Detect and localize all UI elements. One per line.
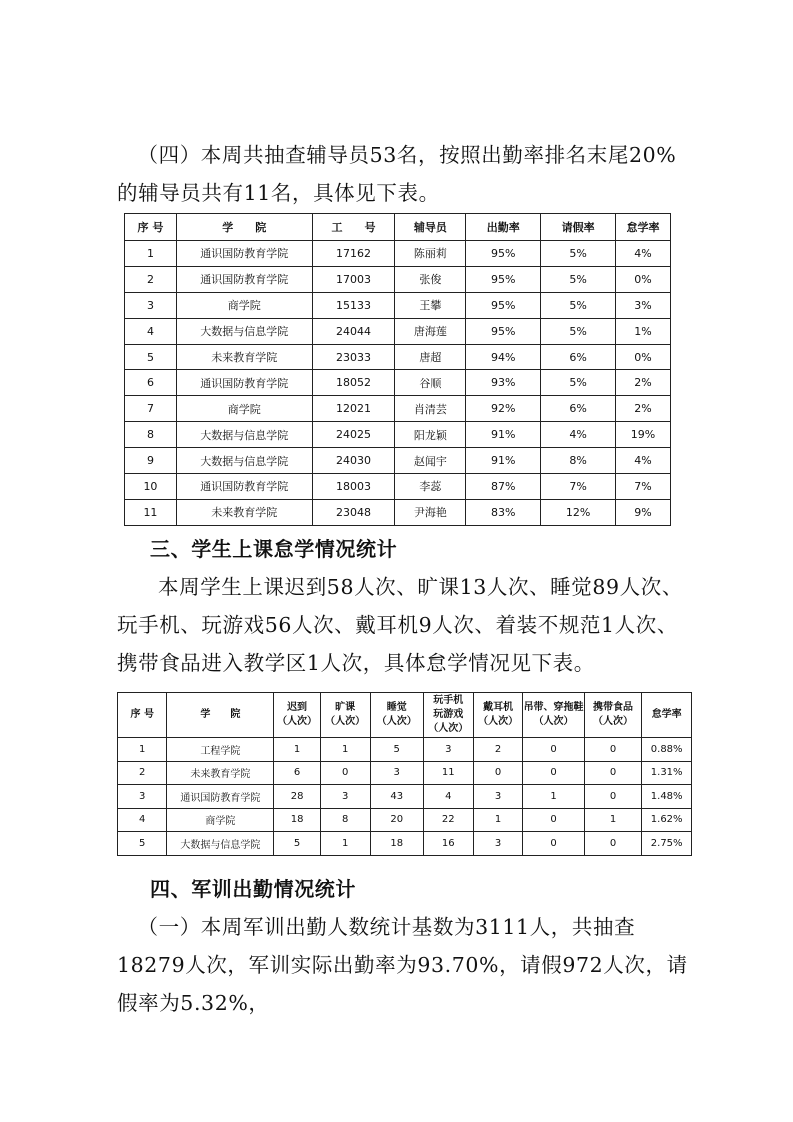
header-cell: 戴耳机 （人次） [473,693,523,738]
table-cell: 未来教育学院 [176,499,312,525]
table-cell: 2% [616,396,671,422]
table-cell: 唐海莲 [395,318,466,344]
table-cell: 2% [616,370,671,396]
table-cell: 5% [541,241,616,267]
table-row [118,785,692,809]
table-row [125,241,671,267]
table-row [125,344,671,370]
table-cell: 16 [423,832,473,856]
table-cell: 通识国防教育学院 [176,266,312,292]
table-cell: 95% [466,318,541,344]
table-cell: 大数据与信息学院 [176,318,312,344]
table-cell: 谷顺 [395,370,466,396]
table-cell: 18052 [312,370,395,396]
table-cell: 87% [466,474,541,500]
table-cell: 尹海艳 [395,499,466,525]
table-cell: 未来教育学院 [176,344,312,370]
table-cell: 通识国防教育学院 [176,370,312,396]
table-cell: 5% [541,292,616,318]
table-cell: 24044 [312,318,395,344]
table-row [125,396,671,422]
table-cell: 5 [370,738,423,762]
table-cell: 3% [616,292,671,318]
header-cell: 请假率 [541,214,616,241]
table-cell: 8 [125,422,177,448]
table-cell: 7 [125,396,177,422]
table-cell: 大数据与信息学院 [176,448,312,474]
table-cell: 9 [125,448,177,474]
table-cell: 7% [616,474,671,500]
table-cell: 通识国防教育学院 [167,785,274,809]
table-cell: 28 [274,785,320,809]
table-cell: 17003 [312,266,395,292]
table-cell: 11 [423,761,473,785]
table-cell: 0 [584,738,642,762]
table-cell: 李蕊 [395,474,466,500]
table-cell: 张俊 [395,266,466,292]
table-cell: 91% [466,422,541,448]
table-cell: 5% [541,266,616,292]
table-cell: 5% [541,318,616,344]
table-cell: 0 [320,761,370,785]
table-cell: 0 [523,738,584,762]
table-cell: 2.75% [642,832,692,856]
table-cell: 0% [616,266,671,292]
table-cell: 2 [125,266,177,292]
table-cell: 3 [370,761,423,785]
header-cell: 怠学率 [616,214,671,241]
table-cell: 2 [473,738,523,762]
table-cell: 0 [473,761,523,785]
section-heading-student-truancy: 三、学生上课怠学情况统计 [150,537,398,561]
table-row [118,738,692,762]
header-cell: 吊带、穿拖鞋 （人次） [523,693,584,738]
table-cell: 6% [541,344,616,370]
header-cell: 睡觉 （人次） [370,693,423,738]
student-truancy-table [117,692,692,856]
header-cell: 学 院 [167,693,274,738]
header-cell: 旷课 （人次） [320,693,370,738]
table-cell: 94% [466,344,541,370]
table-cell: 95% [466,241,541,267]
table-row [125,448,671,474]
table-row [125,318,671,344]
table-cell: 1 [320,738,370,762]
table-cell: 19% [616,422,671,448]
table-cell: 1 [125,241,177,267]
table-cell: 0 [523,761,584,785]
table-cell: 95% [466,292,541,318]
table-cell: 24025 [312,422,395,448]
table-cell: 肖清芸 [395,396,466,422]
table-cell: 4 [118,808,167,832]
table-cell: 5 [125,344,177,370]
table-cell: 3 [473,832,523,856]
table-cell: 0 [584,785,642,809]
table-cell: 3 [423,738,473,762]
table-cell: 工程学院 [167,738,274,762]
table-header-row [118,693,692,738]
table-row [125,499,671,525]
table-cell: 8% [541,448,616,474]
table-cell: 通识国防教育学院 [176,241,312,267]
table-header-row [125,214,671,241]
table-cell: 赵闻宇 [395,448,466,474]
table-cell: 1% [616,318,671,344]
table-cell: 0 [523,832,584,856]
table-cell: 4% [616,448,671,474]
table-row [118,761,692,785]
header-cell: 辅导员 [395,214,466,241]
table-cell: 1 [274,738,320,762]
header-cell: 学 院 [176,214,312,241]
table-row [118,808,692,832]
table-cell: 22 [423,808,473,832]
table-cell: 1 [523,785,584,809]
table-cell: 15133 [312,292,395,318]
table-cell: 0 [584,761,642,785]
table-cell: 4% [616,241,671,267]
table-cell: 未来教育学院 [167,761,274,785]
table-cell: 5 [274,832,320,856]
table-cell: 2 [118,761,167,785]
table-cell: 18 [274,808,320,832]
table-cell: 93% [466,370,541,396]
table-cell: 6% [541,396,616,422]
table-cell: 11 [125,499,177,525]
table-cell: 6 [125,370,177,396]
table-cell: 20 [370,808,423,832]
table-cell: 4 [125,318,177,344]
table-cell: 王攀 [395,292,466,318]
table-cell: 3 [473,785,523,809]
header-cell: 怠学率 [642,693,692,738]
student-truancy-paragraph: 本周学生上课迟到58人次、旷课13人次、睡觉89人次、玩手机、玩游戏56人次、戴耳机9人次、着装不规范1人次、携带食品进入教学区1人次，具体怠学情况见下表。 [117,575,683,675]
table-cell: 23048 [312,499,395,525]
table-cell: 0.88% [642,738,692,762]
table-cell: 17162 [312,241,395,267]
table-row [125,370,671,396]
section-heading-military-training: 四、军训出勤情况统计 [150,877,356,901]
table-cell: 9% [616,499,671,525]
table-cell: 4% [541,422,616,448]
table-cell: 7% [541,474,616,500]
table-cell: 23033 [312,344,395,370]
table-cell: 1.48% [642,785,692,809]
table-cell: 18 [370,832,423,856]
table-cell: 5% [541,370,616,396]
table-cell: 商学院 [176,292,312,318]
table-row [125,266,671,292]
table-row [125,292,671,318]
table-cell: 1.62% [642,808,692,832]
table-cell: 0 [523,808,584,832]
table-cell: 0% [616,344,671,370]
table-cell: 4 [423,785,473,809]
table-cell: 12021 [312,396,395,422]
table-cell: 8 [320,808,370,832]
table-cell: 43 [370,785,423,809]
table-cell: 3 [118,785,167,809]
table-cell: 95% [466,266,541,292]
table-cell: 0 [584,832,642,856]
header-cell: 工 号 [312,214,395,241]
table-cell: 唐超 [395,344,466,370]
header-cell: 序 号 [118,693,167,738]
counselor-attendance-table [124,213,671,526]
header-cell: 携带食品 （人次） [584,693,642,738]
header-cell: 玩手机 玩游戏 （人次） [423,693,473,738]
table-cell: 6 [274,761,320,785]
table-cell: 1 [473,808,523,832]
table-cell: 商学院 [167,808,274,832]
table-cell: 阳龙颖 [395,422,466,448]
table-cell: 商学院 [176,396,312,422]
table-row [125,422,671,448]
table-cell: 3 [125,292,177,318]
table-cell: 1.31% [642,761,692,785]
table-row [118,832,692,856]
table-cell: 1 [118,738,167,762]
table-cell: 91% [466,448,541,474]
table-row [125,474,671,500]
table-cell: 3 [320,785,370,809]
table-cell: 5 [118,832,167,856]
table-cell: 18003 [312,474,395,500]
table-cell: 12% [541,499,616,525]
military-training-paragraph: （一）本周军训出勤人数统计基数为3111人，共抽查18279人次，军训实际出勤率为93.70%，请假972人次，请假率为5.32%， [117,915,688,1015]
table-cell: 83% [466,499,541,525]
header-cell: 出勤率 [466,214,541,241]
header-cell: 迟到 （人次） [274,693,320,738]
table-cell: 1 [320,832,370,856]
table-cell: 大数据与信息学院 [176,422,312,448]
table-cell: 陈丽莉 [395,241,466,267]
counselor-intro-paragraph: （四）本周共抽查辅导员53名，按照出勤率排名末尾20%的辅导员共有11名，具体见下表。 [117,143,677,205]
table-cell: 通识国防教育学院 [176,474,312,500]
table-cell: 10 [125,474,177,500]
table-cell: 92% [466,396,541,422]
header-cell: 序 号 [125,214,177,241]
table-cell: 24030 [312,448,395,474]
table-cell: 1 [584,808,642,832]
table-cell: 大数据与信息学院 [167,832,274,856]
